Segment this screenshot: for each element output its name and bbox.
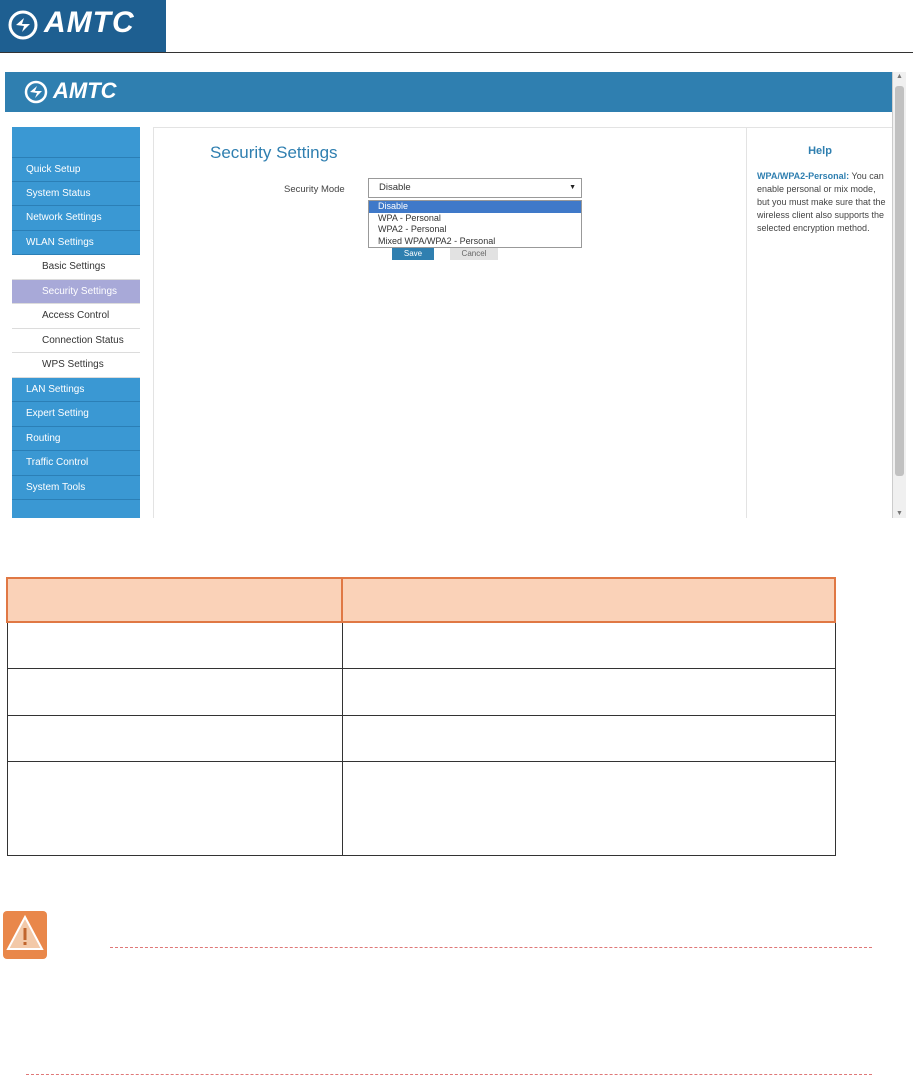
table-header-cell <box>7 578 342 622</box>
table-row <box>7 669 835 716</box>
sidebar-item-lan-settings[interactable]: LAN Settings <box>12 378 140 403</box>
dropdown-option[interactable]: WPA2 - Personal <box>378 224 447 234</box>
table-row <box>7 762 835 856</box>
amtc-logo-icon <box>6 10 40 40</box>
sidebar-item-connection-status[interactable]: Connection Status <box>12 329 140 354</box>
amtc-logo-icon <box>23 80 49 104</box>
sidebar-item-basic-settings[interactable]: Basic Settings <box>12 255 140 280</box>
save-button[interactable]: Save <box>392 247 434 260</box>
table-cell <box>7 622 342 669</box>
scroll-down-icon[interactable]: ▼ <box>896 510 903 517</box>
sidebar-item-wps-settings[interactable]: WPS Settings <box>12 353 140 378</box>
sidebar-item-quick-setup[interactable]: Quick Setup <box>12 157 140 182</box>
security-mode-select[interactable] <box>368 178 582 198</box>
router-screenshot <box>5 72 906 518</box>
sidebar-item-system-status[interactable]: System Status <box>12 182 140 207</box>
dropdown-option[interactable]: Mixed WPA/WPA2 - Personal <box>378 235 496 246</box>
sidebar-item-network-settings[interactable]: Network Settings <box>12 206 140 231</box>
table-cell <box>7 762 342 856</box>
help-term: WPA/WPA2-Personal: <box>757 171 850 181</box>
header-rule <box>0 52 913 53</box>
table-cell <box>7 716 342 762</box>
help-body: You can enable personal or mix mode, but you must make sure that the wireless client also supports the selected encryption method. <box>757 171 886 233</box>
dropdown-option[interactable]: WPA - Personal <box>378 212 441 223</box>
page-brand: AMTC <box>44 6 135 39</box>
help-text <box>757 170 889 235</box>
cancel-button[interactable]: Cancel <box>450 247 498 260</box>
note-divider-top <box>110 947 872 948</box>
table-cell <box>342 716 835 762</box>
router-header-bar <box>5 72 892 112</box>
sidebar-item-wlan-settings[interactable]: WLAN Settings <box>12 231 140 256</box>
security-mode-dropdown <box>368 200 582 248</box>
help-panel <box>746 127 893 518</box>
dropdown-option[interactable]: Disable <box>369 201 581 213</box>
page-title: Security Settings <box>210 143 338 162</box>
table-cell <box>342 622 835 669</box>
sidebar-item-security-settings[interactable]: Security Settings <box>12 280 140 305</box>
page-header-logo <box>0 0 166 52</box>
table-row <box>7 716 835 762</box>
main-panel <box>153 127 746 518</box>
sidebar-item-access-control[interactable]: Access Control <box>12 304 140 329</box>
table-cell <box>342 669 835 716</box>
scrollbar[interactable] <box>892 72 906 518</box>
parameter-table <box>6 577 836 856</box>
router-brand: AMTC <box>53 78 117 103</box>
dropdown-arrow-icon: ▼ <box>569 184 576 191</box>
security-mode-value: Disable <box>379 182 411 193</box>
table-cell <box>342 762 835 856</box>
scrollbar-thumb[interactable] <box>895 86 904 476</box>
sidebar-item-system-tools[interactable]: System Tools <box>12 476 140 501</box>
scroll-up-icon[interactable]: ▲ <box>896 73 903 80</box>
note-divider-bottom <box>26 1074 872 1075</box>
table-header-cell <box>342 578 835 622</box>
table-cell <box>7 669 342 716</box>
security-mode-label: Security Mode <box>284 184 345 195</box>
warning-icon <box>3 909 47 959</box>
sidebar-item-traffic-control[interactable]: Traffic Control <box>12 451 140 476</box>
help-title: Help <box>808 145 832 157</box>
table-header-row <box>7 578 835 622</box>
sidebar-item-routing[interactable]: Routing <box>12 427 140 452</box>
sidebar-nav <box>12 127 140 518</box>
table-row <box>7 622 835 669</box>
sidebar-item-expert-setting[interactable]: Expert Setting <box>12 402 140 427</box>
